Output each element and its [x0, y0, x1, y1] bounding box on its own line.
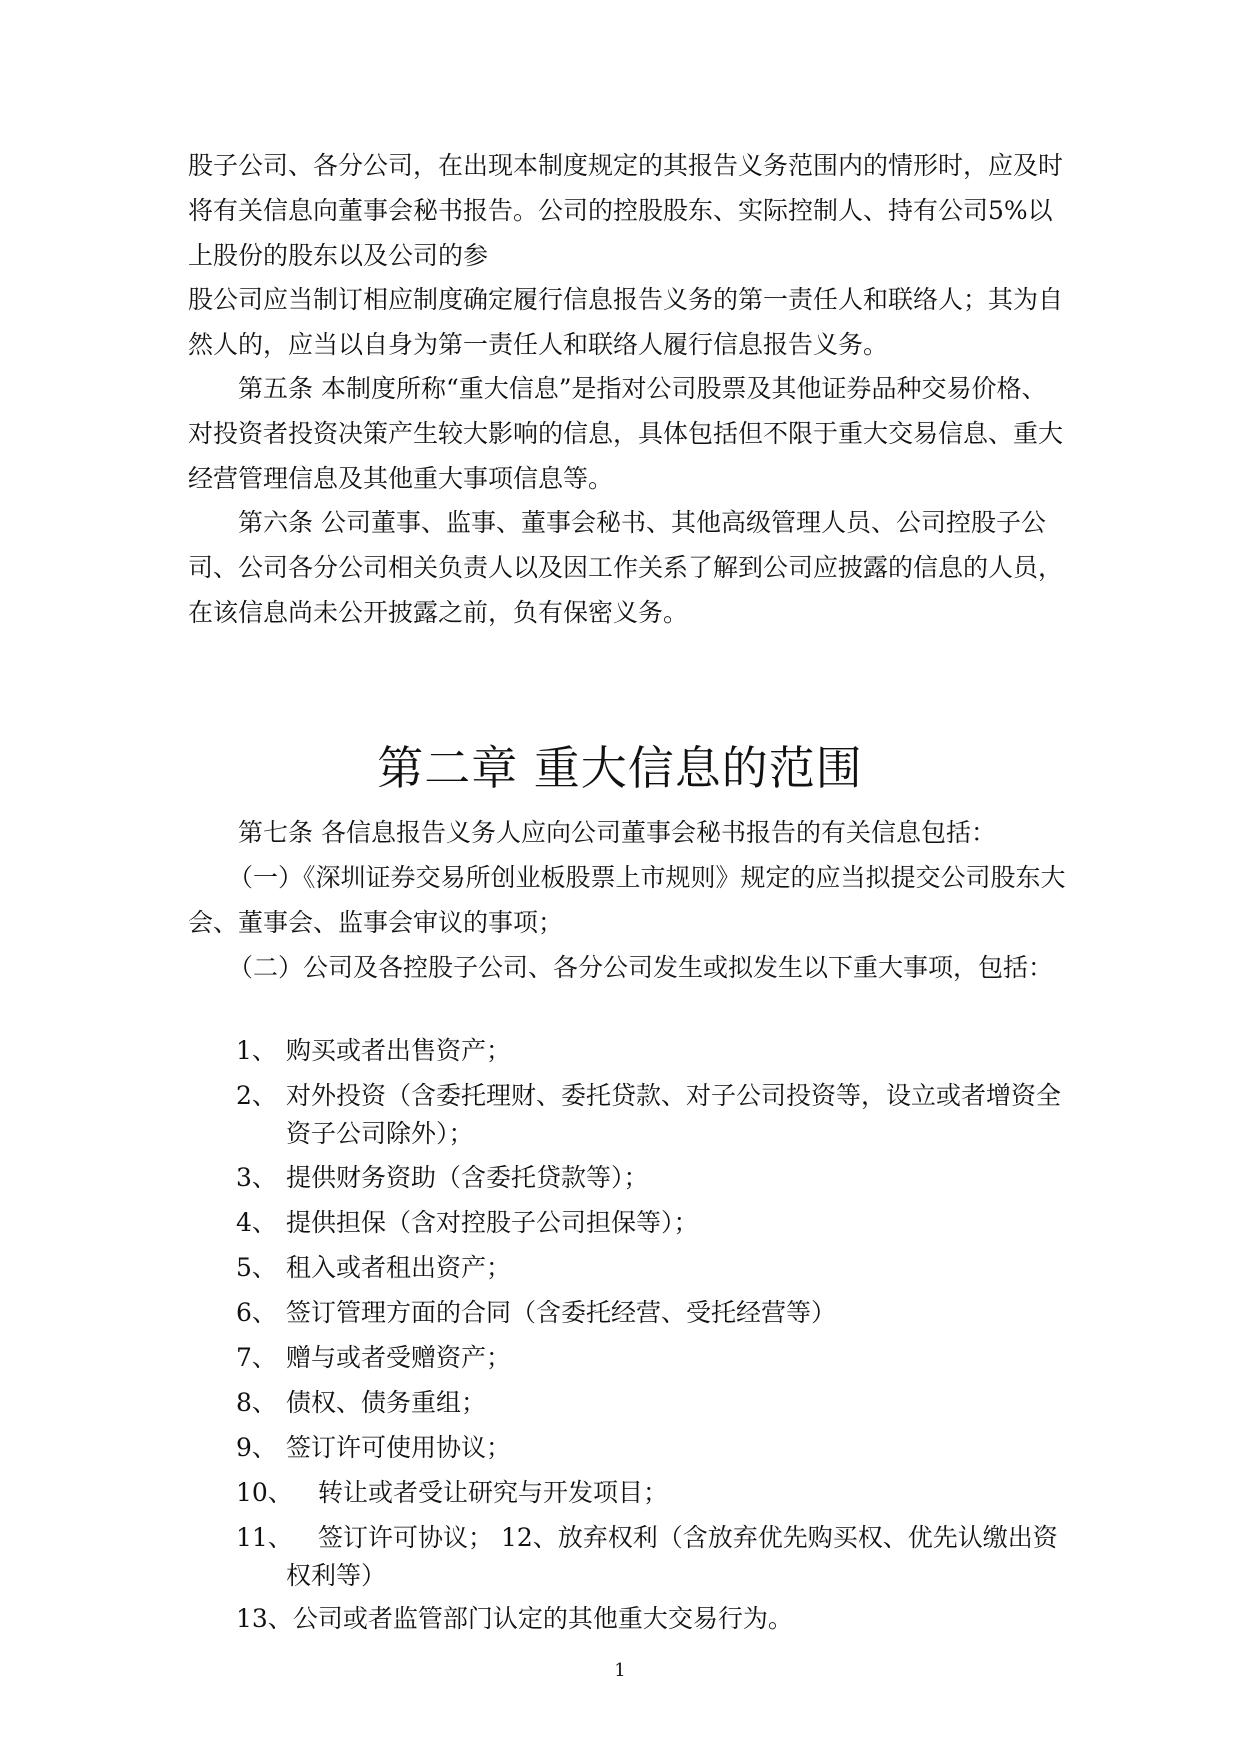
list-item-number: 13、	[236, 1604, 293, 1633]
article-5: 第五条 本制度所称“重大信息”是指对公司股票及其他证券品种交易价格、对投资者投资决策产生较大影响的信息，具体包括但不限于重大交易信息、重大经营管理信息及其他重大事项信息等。	[188, 374, 1064, 493]
paragraph-continued-2: 股公司应当制订相应制度确定履行信息报告义务的第一责任人和联络人；其为自然人的，应当以自身为第一责任人和联络人履行信息报告义务。	[188, 285, 1064, 359]
list-item-number: 6、	[236, 1298, 277, 1327]
list-item-text: 签订管理方面的合同（含委托经营、受托经营等）	[286, 1298, 837, 1327]
list-item	[236, 1600, 1068, 1638]
list-item-text: 提供财务资助（含委托贷款等）；	[286, 1163, 649, 1192]
list-item-text: 提供担保（含对控股子公司担保等）；	[286, 1208, 699, 1237]
list-item-number: 4、	[236, 1208, 277, 1237]
list-item-text: 签订许可协议； 12、放弃权利（含放弃优先购买权、优先认缴出资权利等）	[286, 1523, 1058, 1590]
list-item-text: 对外投资（含委托理财、委托贷款、对子公司投资等，设立或者增资全资子公司除外）；	[286, 1081, 1062, 1148]
list-item-number: 10、	[236, 1478, 293, 1507]
list-item-number: 7、	[236, 1343, 277, 1372]
list-item-number: 11、	[236, 1523, 293, 1552]
list-item-number: 1、	[236, 1036, 277, 1065]
clause-2: （二）公司及各控股子公司、各分公司发生或拟发生以下重大事项，包括：	[228, 953, 1054, 982]
list-item-text: 租入或者租出资产；	[286, 1253, 512, 1282]
list-item-text: 签订许可使用协议；	[286, 1433, 512, 1462]
list-item-text: 赠与或者受赠资产；	[286, 1343, 512, 1372]
paragraph-continued-1: 股子公司、各分公司，在出现本制度规定的其报告义务范围内的情形时，应及时将有关信息向董事会秘书报告。公司的控股股东、实际控制人、持有公司5%以上股份的股东以及公司的参	[188, 151, 1064, 270]
clause-1: （一）《深圳证券交易所创业板股票上市规则》规定的应当拟提交公司股东大会、董事会、监事会审议的事项；	[188, 863, 1066, 937]
list-item	[236, 1384, 1068, 1422]
list-item	[236, 1077, 1068, 1153]
list-item-text: 债权、债务重组；	[286, 1388, 487, 1417]
list-item-number: 2、	[236, 1081, 277, 1110]
list-item-text: 公司或者监管部门认定的其他重大交易行为。	[292, 1604, 793, 1633]
list-item	[236, 1339, 1068, 1377]
list-item-number: 8、	[236, 1388, 277, 1417]
chapter-heading: 第二章 重大信息的范围	[377, 741, 863, 795]
list-item	[236, 1204, 1068, 1242]
list-item	[236, 1294, 1068, 1332]
list-item	[236, 1159, 1068, 1197]
page-number: 1	[614, 1660, 626, 1681]
list-item-number: 9、	[236, 1433, 277, 1462]
list-item	[236, 1032, 1068, 1070]
list-item	[236, 1474, 1068, 1512]
list-item-number: 5、	[236, 1253, 277, 1282]
list-item	[236, 1249, 1068, 1287]
list-item-text: 转让或者受让研究与开发项目；	[318, 1478, 669, 1507]
list-item	[236, 1519, 1068, 1595]
article-6: 第六条 公司董事、监事、董事会秘书、其他高级管理人员、公司控股子公司、公司各分公司相关负责人以及因工作关系了解到公司应披露的信息的人员，在该信息尚未公开披露之前，负有保密义务。	[188, 508, 1064, 627]
article-7: 第七条 各信息报告义务人应向公司董事会秘书报告的有关信息包括：	[238, 818, 996, 847]
list-item-number: 3、	[236, 1163, 277, 1192]
list-item	[236, 1429, 1068, 1467]
list-item-text: 购买或者出售资产；	[286, 1036, 512, 1065]
